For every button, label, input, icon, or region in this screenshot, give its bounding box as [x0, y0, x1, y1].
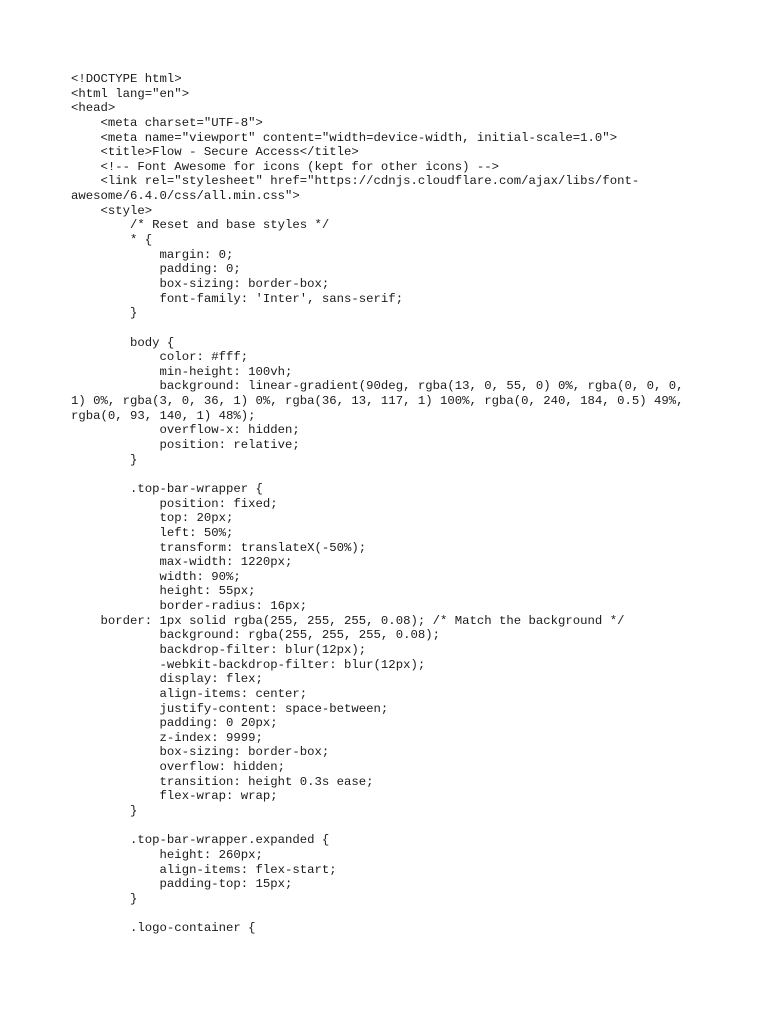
- code-line: [71, 321, 684, 336]
- code-line: flex-wrap: wrap;: [71, 789, 278, 804]
- code-line: <!-- Font Awesome for icons (kept for other icons) -->: [71, 159, 500, 174]
- code-line: /* Reset and base styles */: [71, 218, 330, 233]
- code-line: -webkit-backdrop-filter: blur(12px);: [71, 657, 426, 672]
- code-line: rgba(0, 93, 140, 1) 48%);: [71, 408, 256, 423]
- code-line: .top-bar-wrapper.expanded {: [71, 833, 330, 848]
- code-line: padding: 0 20px;: [71, 716, 278, 731]
- code-line: body {: [71, 335, 175, 350]
- code-line: padding-top: 15px;: [71, 877, 293, 892]
- code-line: .top-bar-wrapper {: [71, 481, 263, 496]
- code-line: * {: [71, 233, 153, 248]
- code-line: transition: height 0.3s ease;: [71, 774, 374, 789]
- code-line: backdrop-filter: blur(12px);: [71, 642, 367, 657]
- code-line: <meta name="viewport" content="width=device-width, initial-scale=1.0">: [71, 130, 618, 145]
- code-line: [71, 819, 684, 834]
- code-line: margin: 0;: [71, 247, 234, 262]
- code-line: padding: 0;: [71, 262, 241, 277]
- code-line: }: [71, 891, 138, 906]
- code-line: }: [71, 804, 138, 819]
- code-line: font-family: 'Inter', sans-serif;: [71, 291, 404, 306]
- code-line: <head>: [71, 101, 116, 116]
- code-line: <title>Flow - Secure Access</title>: [71, 145, 359, 160]
- code-line: border: 1px solid rgba(255, 255, 255, 0.08); /* Match the background */: [71, 613, 625, 628]
- code-line: z-index: 9999;: [71, 730, 263, 745]
- code-line: [71, 467, 684, 482]
- code-line: position: relative;: [71, 438, 300, 453]
- code-line: align-items: flex-start;: [71, 862, 337, 877]
- code-line: box-sizing: border-box;: [71, 276, 330, 291]
- code-line: }: [71, 306, 138, 321]
- code-line: 1) 0%, rgba(3, 0, 36, 1) 0%, rgba(36, 13, 117, 1) 100%, rgba(0, 240, 184, 0.5) 49%,: [71, 394, 684, 409]
- code-line: left: 50%;: [71, 525, 234, 540]
- code-line: <!DOCTYPE html>: [71, 72, 182, 86]
- code-line: <style>: [71, 203, 153, 218]
- code-line: border-radius: 16px;: [71, 599, 308, 614]
- code-line: awesome/6.4.0/css/all.min.css">: [71, 189, 300, 204]
- code-line: <meta charset="UTF-8">: [71, 115, 263, 130]
- code-line: background: linear-gradient(90deg, rgba(13, 0, 55, 0) 0%, rgba(0, 0, 0,: [71, 379, 684, 394]
- code-line: width: 90%;: [71, 569, 241, 584]
- code-line: background: rgba(255, 255, 255, 0.08);: [71, 628, 440, 643]
- code-line: [71, 907, 684, 922]
- code-line: color: #fff;: [71, 350, 249, 365]
- code-line: justify-content: space-between;: [71, 701, 389, 716]
- code-line: max-width: 1220px;: [71, 555, 293, 570]
- code-line: align-items: center;: [71, 686, 308, 701]
- code-listing: [71, 72, 684, 936]
- code-line: .logo-container {: [71, 921, 256, 936]
- code-line: min-height: 100vh;: [71, 364, 293, 379]
- code-line: <html lang="en">: [71, 86, 190, 101]
- code-line: height: 55px;: [71, 584, 256, 599]
- code-line: overflow: hidden;: [71, 760, 286, 775]
- code-line: overflow-x: hidden;: [71, 423, 300, 438]
- code-line: position: fixed;: [71, 496, 278, 511]
- code-line: display: flex;: [71, 672, 263, 687]
- code-line: height: 260px;: [71, 847, 263, 862]
- code-line: }: [71, 452, 138, 467]
- code-line: top: 20px;: [71, 511, 234, 526]
- code-line: box-sizing: border-box;: [71, 745, 330, 760]
- code-line: transform: translateX(-50%);: [71, 540, 367, 555]
- code-line: <link rel="stylesheet" href="https://cdnjs.cloudflare.com/ajax/libs/font-: [71, 174, 640, 189]
